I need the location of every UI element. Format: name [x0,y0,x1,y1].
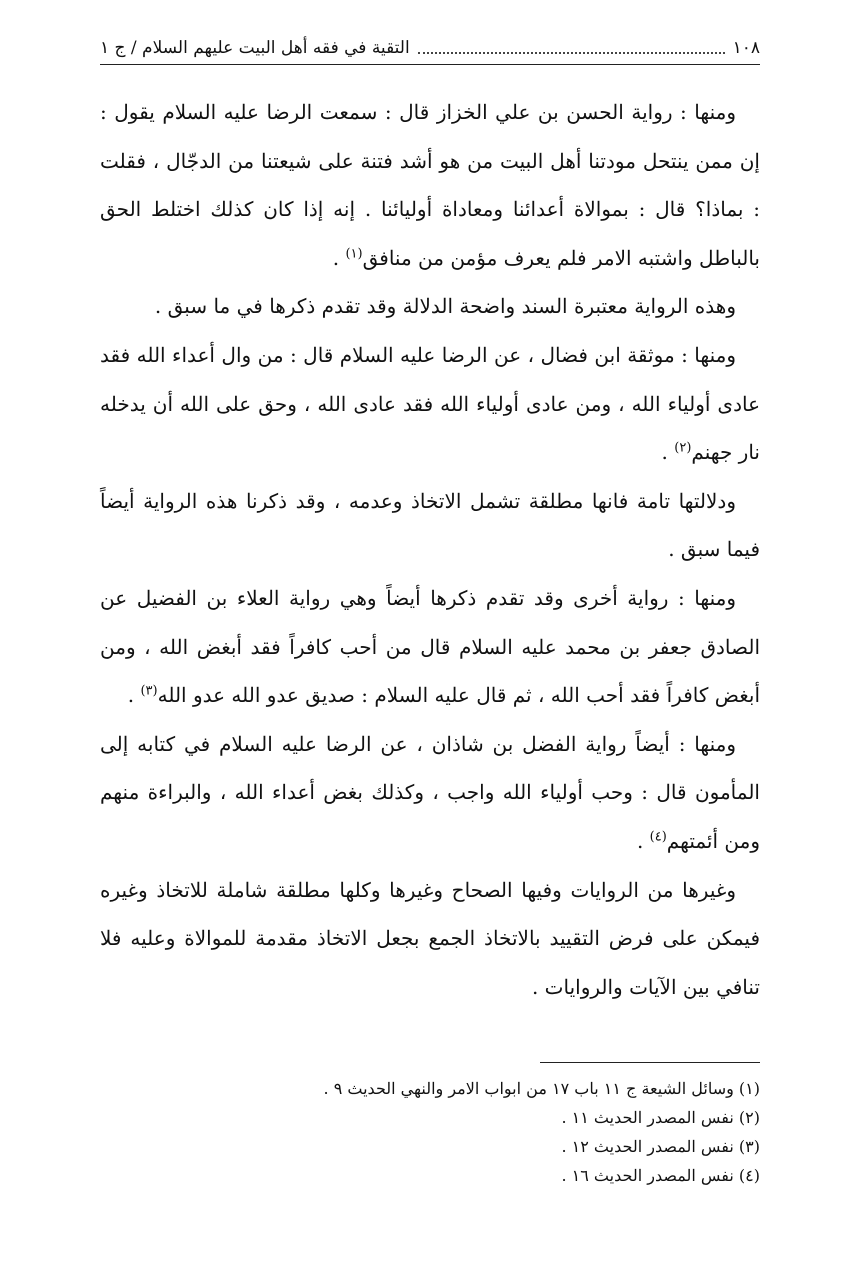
footnote: (٣) نفس المصدر الحديث ١٢ . [561,1137,760,1156]
paragraph: ودلالتها تامة فانها مطلقة تشمل الاتخاذ وعدمه ، وقد ذكرنا هذه الرواية أيضاً فيما سبق . [100,488,760,562]
footnotes [100,1074,760,1190]
dotted-leader [418,52,725,54]
running-title: التقية في فقه أهل البيت عليهم السلام / ج ١ [100,38,410,58]
paragraph: ومنها : موثقة ابن فضال ، عن الرضا عليه السلام قال : من وال أعداء الله فقد عادى أولياء الله ، ومن عادى أولياء الله فقد عادى الله ، وحق على الله أن يدخله نار جهنم$^{(٢)}$ . [100,342,760,465]
paragraph: وغيرها من الروايات وفيها الصحاح وغيرها وكلها مطلقة شاملة للاتخاذ وغيره فيمكن على فرض التقييد بالاتخاذ الجمع بجعل الاتخاذ مقدمة للموالاة وعليه فلا تنافي بين الآيات والروايات . [100,877,760,999]
paragraph: ومنها : رواية الحسن بن علي الخزاز قال : سمعت الرضا عليه السلام يقول : إن ممن ينتحل مودتنا أهل البيت من هو أشد فتنة على شيعتنا من الدجّال ، فقلت : بماذا؟ قال : بموالاة أعدائنا ومعاداة أوليائنا . إنه إذا كان كذلك اختلط الحق بالباطل واشتبه الامر فلم يعرف مؤمن من منافق$^{(١)}$ . [100,100,760,270]
footnote-ref[interactable]: (٢) [674,440,692,456]
paragraph: وهذه الرواية معتبرة السند واضحة الدلالة وقد تقدم ذكرها في ما سبق . [154,294,736,319]
main-text [100,88,760,1011]
footnote-ref[interactable]: (١) [345,246,363,262]
footnote-ref[interactable]: (٤) [649,829,667,845]
paragraph: ومنها : أيضاً رواية الفضل بن شاذان ، عن الرضا عليه السلام في كتابه إلى المأمون قال : وحب أولياء الله واجب ، وكذلك بغض أعداء الله ، والبراءة منهم ومن أئمتهم$^{(٤)}$ . [100,731,760,853]
footnote: (٢) نفس المصدر الحديث ١١ . [561,1108,760,1127]
footnote: (١) وسائل الشيعة ج ١١ باب ١٧ من ابواب الامر والنهي الحديث ٩ . [323,1079,760,1098]
page-header [100,30,760,65]
paragraph: ومنها : رواية أخرى وقد تقدم ذكرها أيضاً وهي رواية العلاء بن الفضيل عن الصادق جعفر بن محمد عليه السلام قال من أحب كافراً فقد أبغض الله ، ومن أبغض كافراً فقد أحب الله ، ثم قال عليه السلام : صديق عدو الله عدو الله$^{(٣)}$ . [100,585,761,708]
footnote-ref[interactable]: (٣) [140,683,158,699]
page-number: ١٠٨ [732,38,760,58]
footnote-divider [540,1062,760,1063]
footnote: (٤) نفس المصدر الحديث ١٦ . [561,1166,760,1185]
